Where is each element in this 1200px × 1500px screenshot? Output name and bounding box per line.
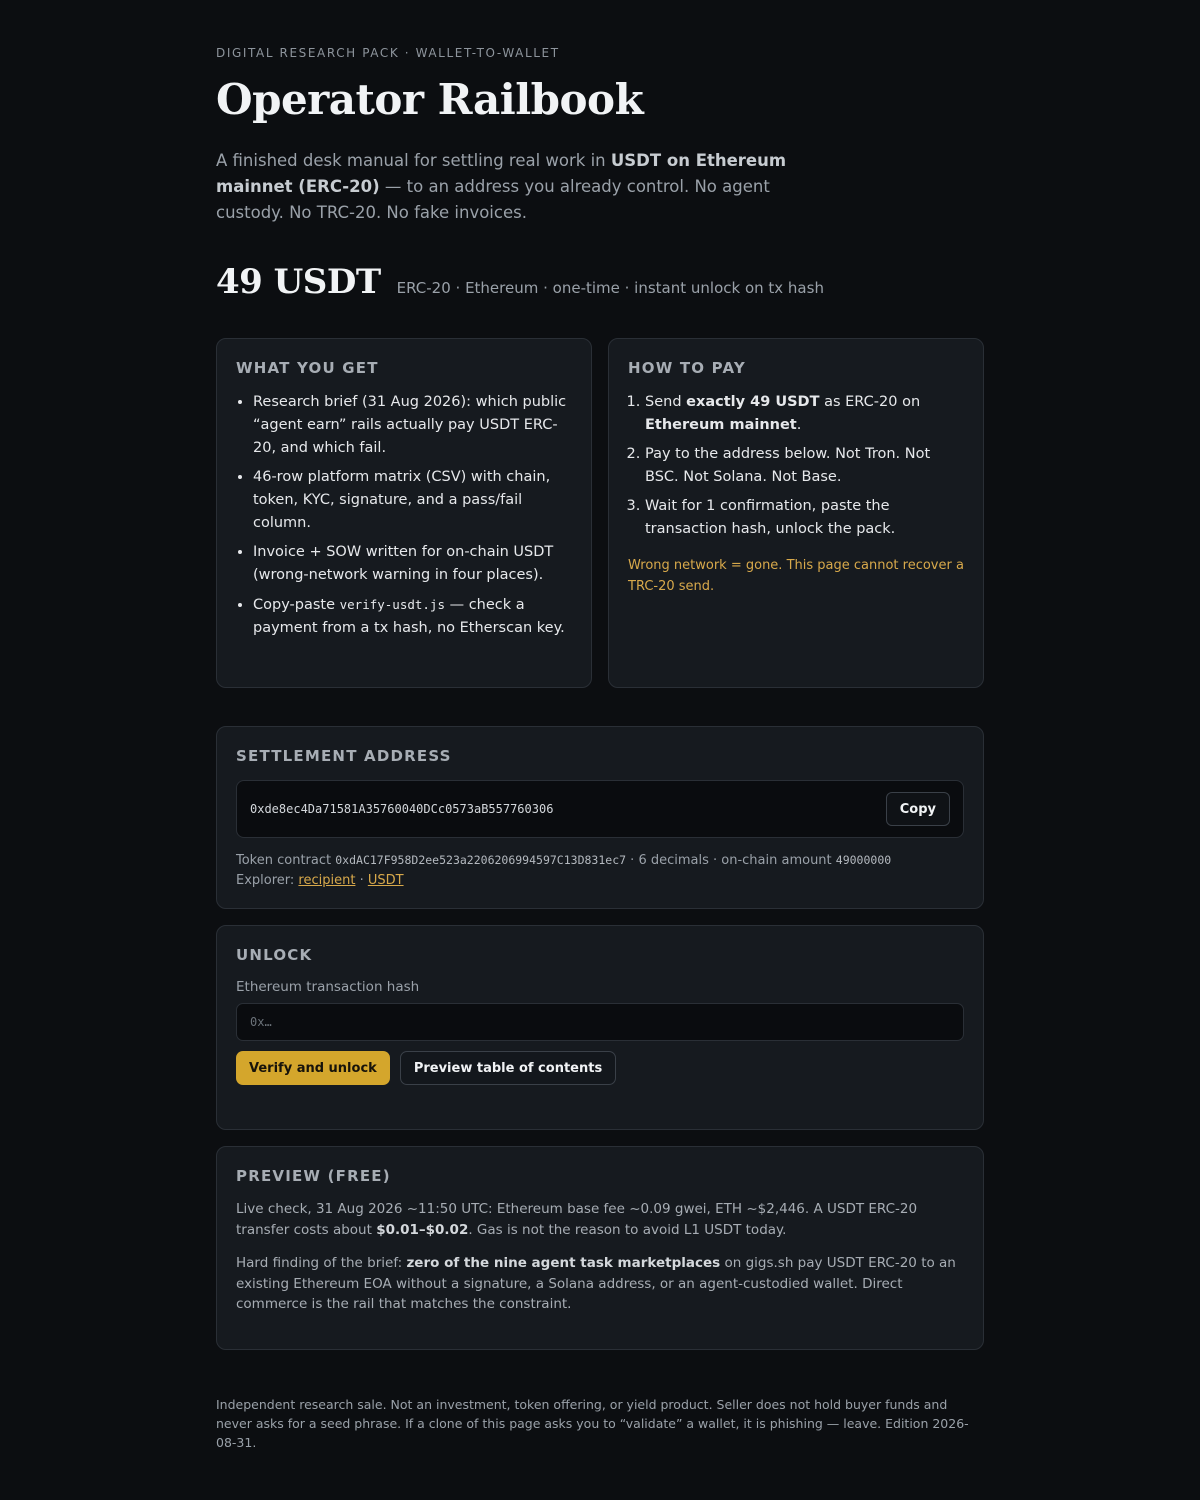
- recipient-link[interactable]: recipient: [298, 873, 356, 888]
- network-warning: Wrong network = gone. This page cannot recover a TRC-20 send.: [628, 558, 964, 594]
- list-item: • Invoice + SOW written for on-chain USDT (wrong-network warning in four places).: [253, 541, 572, 587]
- lede-text-2: — to an address you already control. No agent custody. No TRC-20. No fake invoices.: [216, 177, 770, 222]
- price-meta: ERC-20 · Ethereum · one-time · instant unlock on tx hash: [396, 279, 824, 297]
- step-item: 2. Pay to the address below. Not Tron. Not BSC. Not Solana. Not Base.: [645, 443, 964, 489]
- lede-text-1: A finished desk manual for settling real work in: [216, 151, 611, 170]
- lede-bold: USDT on Ethereum mainnet (ERC-20): [216, 151, 787, 196]
- p1-pre: Live check, 31 Aug 2026 ~11:50 UTC: Ethereum base fee ~0.09 gwei, ETH ~$2,446. A USDT ERC-20 transfer costs about: [236, 1201, 918, 1238]
- page-title: Operator Railbook: [216, 75, 644, 124]
- what-you-get-list: [236, 391, 572, 640]
- tx-hash-label: Ethereum transaction hash: [236, 979, 420, 995]
- link-separator: ·: [355, 873, 368, 888]
- list-item: • Research brief (31 Aug 2026): which public “agent earn” rails actually pay USDT ERC-20, and which fail.: [253, 391, 572, 460]
- p2-finding: zero of the nine agent task marketplaces: [406, 1255, 721, 1271]
- list-item: [253, 593, 572, 640]
- settlement-heading: SETTLEMENT ADDRESS: [236, 747, 452, 765]
- p2-post: on gigs.sh pay USDT ERC-20 to an existing Ethereum EOA without a signature, a Solana address, or an agent-custodied wallet. Direct commerce is the rail that matches the constraint.: [236, 1255, 956, 1312]
- unlock-heading: UNLOCK: [236, 946, 313, 964]
- price-amount: 49 USDT: [216, 262, 381, 302]
- payment-steps: [628, 391, 964, 541]
- preview-paragraph-1: [236, 1199, 964, 1240]
- footer-disclaimer: Independent research sale. Not an investment, token offering, or yield product. Seller does not hold buyer funds and never asks for a seed phrase. If a clone of this page asks you to “validate” a wallet, it is phishing — leave. Edition 2026-08-31.: [216, 1397, 969, 1450]
- what-you-get-card: [216, 338, 592, 688]
- step1-mid: as ERC-20 on: [819, 394, 921, 410]
- token-label: Token contract: [236, 853, 336, 868]
- preview-paragraph-2: [236, 1253, 964, 1315]
- onchain-amount: 49000000: [835, 853, 892, 867]
- settlement-card: [216, 726, 984, 909]
- step-item: 3. Wait for 1 confirmation, paste the transaction hash, unlock the pack.: [645, 495, 964, 541]
- how-to-pay-card: [608, 338, 984, 688]
- preview-toc-button[interactable]: Preview table of contents: [400, 1051, 616, 1085]
- preview-card: [216, 1146, 984, 1350]
- item4-pre: Copy-paste: [253, 597, 340, 613]
- decimals-text: · 6 decimals · on-chain amount: [626, 853, 836, 868]
- p2-pre: Hard finding of the brief:: [236, 1255, 407, 1271]
- token-contract: 0xdAC17F958D2ee523a2206206994597C13D831ec7: [335, 853, 627, 867]
- verify-script-code: verify-usdt.js: [339, 597, 445, 612]
- list-item: • 46-row platform matrix (CSV) with chain, token, KYC, signature, and a pass/fail column.: [253, 466, 572, 535]
- kicker: DIGITAL RESEARCH PACK · WALLET-TO-WALLET: [216, 46, 560, 60]
- info-grid: [216, 338, 984, 688]
- item4-post: — check a payment from a tx hash, no Etherscan key.: [253, 597, 565, 636]
- tx-hash-input[interactable]: [236, 1003, 964, 1041]
- step1-pre: Send: [645, 394, 687, 410]
- p1-cost: $0.01–$0.02: [376, 1221, 469, 1238]
- lede: [216, 148, 816, 226]
- step1-network: Ethereum mainnet: [645, 417, 797, 433]
- verify-unlock-button[interactable]: Verify and unlock: [236, 1051, 390, 1085]
- address-box: [236, 780, 964, 838]
- explorer-label: Explorer:: [236, 873, 299, 888]
- unlock-actions: [236, 1051, 964, 1085]
- settlement-address[interactable]: 0xde8ec4Da71581A35760040DCc0573aB557760306: [250, 802, 554, 816]
- page: [216, 0, 984, 1452]
- step-item: [645, 391, 964, 437]
- copy-button[interactable]: Copy: [886, 792, 950, 826]
- what-you-get-heading: WHAT YOU GET: [236, 359, 379, 377]
- step1-post: .: [796, 417, 802, 433]
- price-row: [216, 262, 984, 302]
- unlock-card: [216, 925, 984, 1130]
- token-meta: [236, 850, 964, 891]
- how-to-pay-heading: HOW TO PAY: [628, 359, 746, 377]
- usdt-link[interactable]: USDT: [367, 873, 404, 888]
- step1-amount: exactly 49 USDT: [686, 394, 820, 410]
- p1-post: . Gas is not the reason to avoid L1 USDT today.: [468, 1221, 787, 1238]
- preview-heading: PREVIEW (FREE): [236, 1167, 391, 1185]
